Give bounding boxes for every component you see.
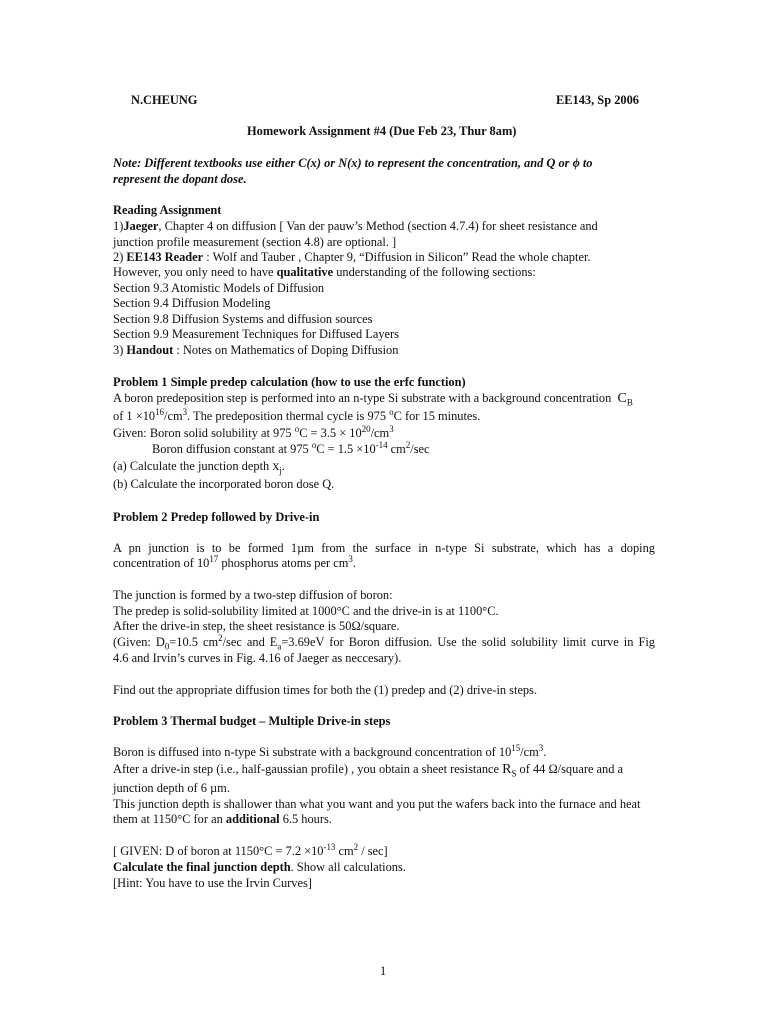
problem-1-line-2: of $1 \times 10^{16}/cm^3$. The predeposition thermal cycle is 975 $^o$C for 15 minutes. [113,406,481,423]
problem-2-line-1: The junction is formed by a two-step diffusion of boron: [113,588,393,602]
reading-qualitative: However, you only need to have qualitative understanding of the following sections: [113,265,536,279]
problem-1-diffusion-constant: Boron diffusion constant at 975 $^oC = 1.5 \times 10^{-14}$ $cm^2/\sec$ [152,439,430,456]
problem-2-given-cont: 4.6 and Irvin’s curves in Fig. 4.16 of Jaeger as neccesary). [113,651,402,665]
problem-2-para-1-cont: concentration of $10^{17}$ phosphorus atoms per $cm^3$. [113,553,356,570]
problem-1-line-1: A boron predeposition step is performed into an n-type Si substrate with a background concentration $C_B$ [113,391,633,408]
problem-3-calculate: Calculate the final junction depth. Show all calculations. [113,860,406,874]
problem-3-hint: [Hint: You have to use the Irvin Curves] [113,876,312,890]
reading-item-2: 2) EE143 Reader : Wolf and Tauber , Chapter 9, “Diffusion in Silicon” Read the whole chapter. [113,250,591,264]
reading-item-3: 3) Handout : Notes on Mathematics of Doping Diffusion [113,343,399,357]
problem-2-find: Find out the appropriate diffusion times for both the (1) predep and (2) drive-in steps. [113,683,538,697]
problem-2-para-1: A pn junction is to be formed 1µm from the surface in n-type Si substrate, which has a doping [113,541,655,555]
reading-item-1: 1)Jaeger, Chapter 4 on diffusion [ Van der pauw’s Method (section 4.7.4) for sheet resistance and [113,219,598,233]
problem-3-heading: Problem 3 Thermal budget – Multiple Drive-in steps [113,714,391,728]
problem-3-line-1: Boron is diffused into n-type Si substrate with a background concentration of $10^{15}/cm^3$. [113,742,547,759]
problem-3-line-5: them at 1150°C for an additional 6.5 hours. [113,812,332,826]
section-item: Section 9.3 Atomistic Models of Diffusion [113,281,325,295]
assignment-title: Homework Assignment #4 (Due Feb 23, Thur 8am) [247,124,517,138]
problem-1-question-b: (b) Calculate the incorporated boron dose Q. [113,477,335,491]
problem-3-line-2: After a drive-in step (i.e., half-gaussian profile) , you obtain a sheet resistance $R_S$ of 44 Ω/square and a [113,762,624,779]
reading-heading: Reading Assignment [113,203,222,217]
author-name: N.CHEUNG [131,93,198,107]
note-line-2: represent the dopant dose. [113,172,247,186]
problem-1-heading: Problem 1 Simple predep calculation (how to use the erfc function) [113,375,466,389]
section-item: Section 9.4 Diffusion Modeling [113,296,271,310]
problem-2-line-3: After the drive-in step, the sheet resistance is 50Ω/square. [113,619,400,633]
problem-1-question-a: (a) Calculate the junction depth $x_j$. [113,459,285,476]
problem-2-line-2: The predep is solid-solubility limited at 1000°C and the drive-in is at 1100°C. [113,604,499,618]
problem-3-line-3: junction depth of 6 µm. [113,781,230,795]
problem-2-given: (Given: $D_0=10.5$ $cm^2/\sec$ and $E_a=3.69eV$ for Boron diffusion. Use the solid solubility limit curve in Fig [113,632,655,652]
course-label: EE143, Sp 2006 [556,93,639,107]
note-line-1: Note: Different textbooks use either C(x) or N(x) to represent the concentration, and Q or ϕ to [113,156,593,170]
problem-3-given: [ GIVEN: D of boron at $1150^\circ C = 7.2 \times 10^{-13}$ $cm^2 / \sec$] [113,841,388,858]
section-item: Section 9.8 Diffusion Systems and diffusion sources [113,312,373,326]
page-number: 1 [380,964,387,978]
problem-2-heading: Problem 2 Predep followed by Drive-in [113,510,320,524]
problem-1-given: Given: Boron solid solubility at 975 $^oC = 3.5 \times 10^{20}/cm^3$ [113,423,394,440]
section-item: Section 9.9 Measurement Techniques for Diffused Layers [113,327,399,341]
problem-3-line-4: This junction depth is shallower than what you want and you put the wafers back into the furnace and heat [113,797,641,811]
reading-item-1-cont: junction profile measurement (section 4.8) are optional. ] [113,235,397,249]
